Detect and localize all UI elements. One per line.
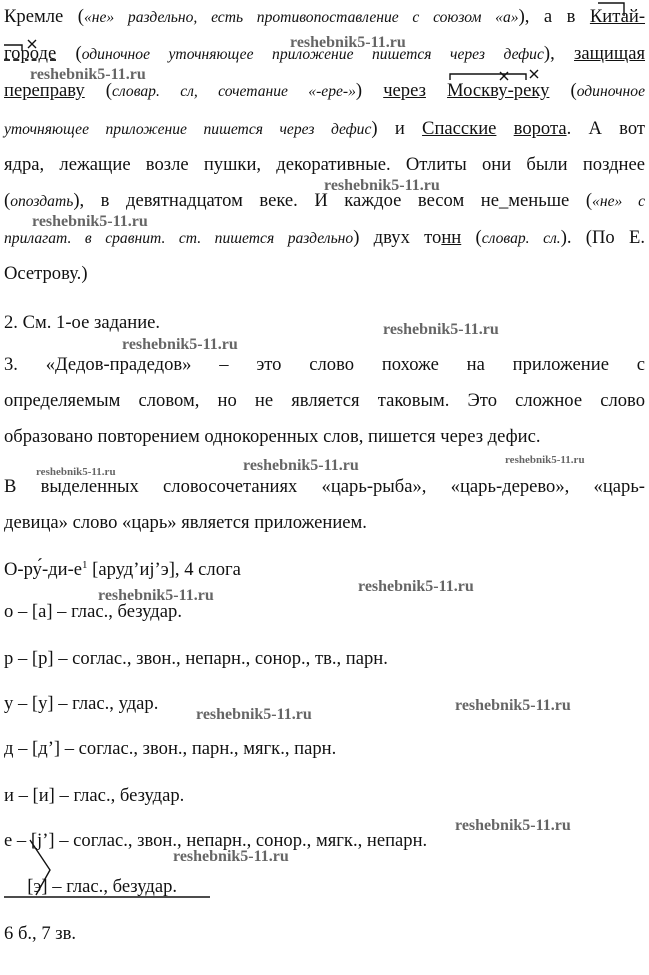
phonetic-row: р – [р] – соглас., звон., непарн., сонор., тв., парн. <box>4 648 388 669</box>
connector-mark <box>598 3 624 16</box>
text-span: ), <box>543 43 575 64</box>
underlined-word: ворота <box>513 118 567 139</box>
connector-mark <box>450 74 526 80</box>
note-italic: «не» с <box>592 193 645 210</box>
underlined-word: через <box>383 80 426 101</box>
phonetic-row: [э] – глас., безудар. <box>4 876 178 897</box>
watermark: reshebnik5-11.ru <box>455 817 571 834</box>
phonetic-total: 6 б., 7 зв. <box>4 923 77 944</box>
note-italic: словар. сл, сочетание «-ере-» <box>112 83 356 100</box>
phonetic-row: и – [и] – глас., безудар. <box>4 785 185 806</box>
underlined-word: Москву-реку <box>447 80 550 101</box>
watermark: reshebnik5-11.ru <box>505 454 585 466</box>
note-italic: прилагат. в сравнит. ст. пишется раздельно <box>4 230 354 247</box>
text-span: ядра, лежащие возле пушки, декоративные. Отлиты они были позднее <box>4 154 645 175</box>
watermark: reshebnik5-11.ru <box>30 66 146 83</box>
text-span: ), в девятнадцатом веке. И каждое весом не_меньше ( <box>73 190 593 211</box>
note-italic: уточняющее приложение пишется через дефис <box>4 121 372 138</box>
transcription: [аруд’иj’э], <box>87 559 185 581</box>
text-span: ( <box>549 80 577 101</box>
text-span: ) и <box>371 118 423 139</box>
watermark: reshebnik5-11.ru <box>455 697 571 714</box>
watermark: reshebnik5-11.ru <box>32 213 148 230</box>
phonetic-row: д – [д’] – соглас., звон., парн., мягк., парн. <box>4 738 337 759</box>
note-italic: опоздать <box>10 193 74 210</box>
stroke-mark <box>30 840 50 895</box>
underlined-word: Спасские <box>422 118 497 139</box>
syllable-count: 4 слога <box>184 559 241 581</box>
underlined-word: переправу <box>4 80 85 101</box>
note-italic: одиночное <box>576 83 646 100</box>
word: О-ру́-ди-е <box>4 559 83 581</box>
text-span: ( <box>84 80 112 101</box>
watermark: reshebnik5-11.ru <box>290 34 406 51</box>
underlined-letters: нн <box>441 227 462 248</box>
text-span: ) двух то <box>353 227 442 248</box>
text-span: ) <box>355 80 384 101</box>
text-span: Кремле ( <box>4 6 84 27</box>
note-italic: «не» раздельно, есть противопоставление с союзом «а» <box>83 9 519 26</box>
watermark: reshebnik5-11.ru <box>358 578 474 595</box>
text-span: Осетрову.) <box>4 263 88 284</box>
watermark: reshebnik5-11.ru <box>98 587 214 604</box>
underlined-word: городе <box>4 43 57 64</box>
phonetic-row: у – [у] – глас., удар. <box>4 693 159 714</box>
underlined-word: защищая <box>574 43 646 64</box>
cross-mark <box>500 72 508 80</box>
item-3-line: образовано повторением однокоренных слов, пишется через дефис. <box>4 426 541 447</box>
phonetic-row: о – [а] – глас., безудар. <box>4 601 182 622</box>
text-span: ). (По Е. <box>560 227 645 248</box>
connector-mark <box>4 45 22 50</box>
watermark: reshebnik5-11.ru <box>36 466 116 478</box>
watermark: reshebnik5-11.ru <box>196 706 312 723</box>
watermark: reshebnik5-11.ru <box>324 177 440 194</box>
phonetic-row: е – [j’] – соглас., звон., непарн., сонор., мягк., непарн. <box>4 830 428 851</box>
text-span: ( <box>4 190 11 211</box>
watermark: reshebnik5-11.ru <box>122 336 238 353</box>
note-italic: одиночное уточняющее приложение пишется через дефис <box>81 46 544 63</box>
item-3-line: В выделенных словосочетаниях «царь-рыба», «царь-дерево», «царь- <box>4 476 645 497</box>
text-span: ), а в <box>518 6 590 27</box>
cross-mark <box>530 70 538 78</box>
note-italic: словар. сл. <box>481 230 561 247</box>
superscript: 1 <box>82 559 88 571</box>
text-span: ( <box>56 43 82 64</box>
text-span: ( <box>461 227 482 248</box>
item-2: 2. См. 1-ое задание. <box>4 312 161 333</box>
item-3-line: девица» слово «царь» является приложением. <box>4 512 367 533</box>
watermark: reshebnik5-11.ru <box>173 848 289 865</box>
item-3-line: определяемым словом, но не является таковым. Это сложное слово <box>4 390 645 411</box>
item-3-line: 3. «Дедов-прадедов» – это слово похоже на приложение с <box>4 354 645 375</box>
watermark: reshebnik5-11.ru <box>383 321 499 338</box>
watermark: reshebnik5-11.ru <box>243 457 359 474</box>
cross-mark <box>28 40 36 48</box>
text-span: . А вот <box>566 118 645 139</box>
underlined-word: Китай- <box>589 6 646 27</box>
